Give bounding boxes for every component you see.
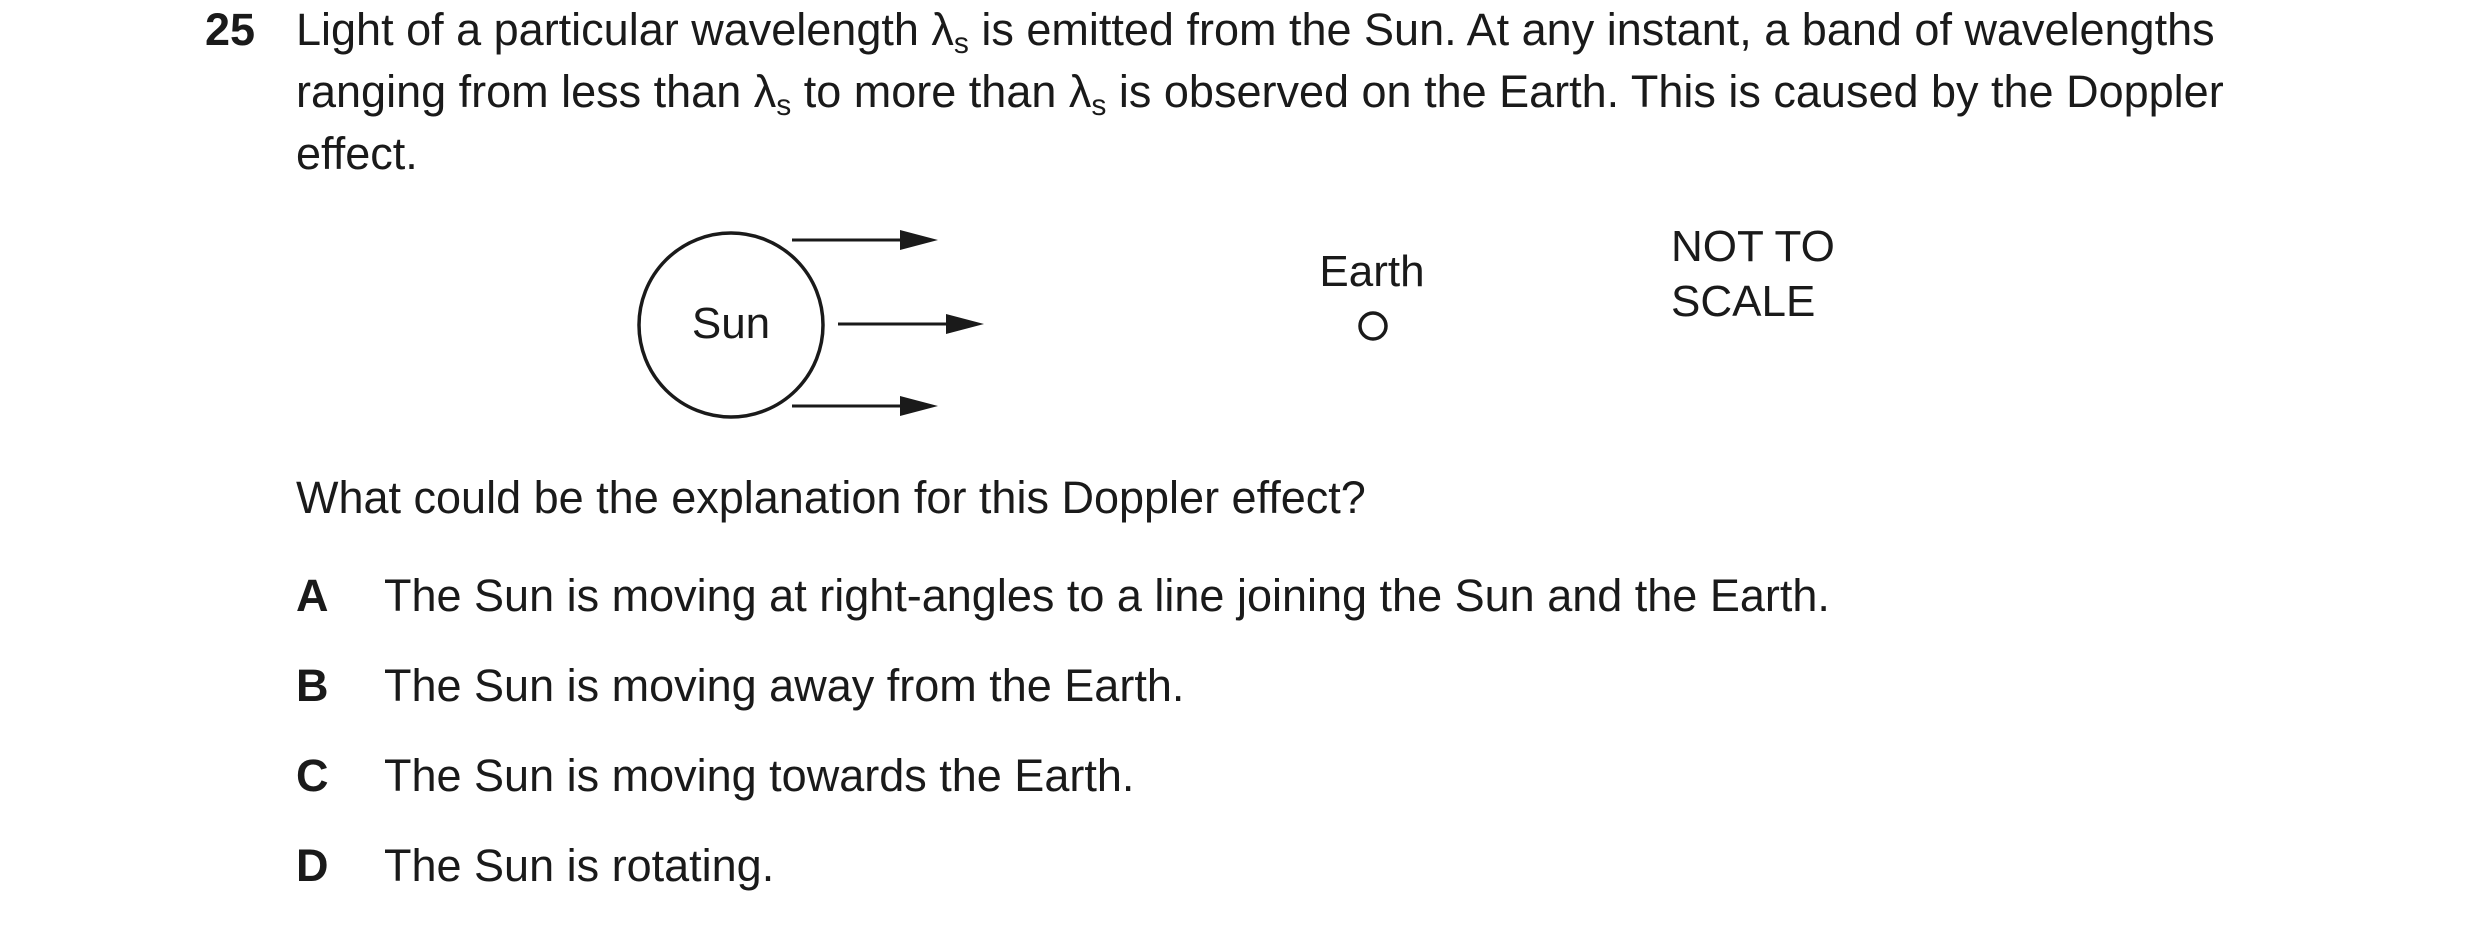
question-number: 25 — [205, 4, 256, 55]
stem-line-3: effect. — [296, 128, 418, 179]
earth-label: Earth — [1319, 247, 1425, 296]
lambda-subscript: s — [1091, 89, 1107, 122]
option-b[interactable] — [296, 658, 1184, 714]
option-text: The Sun is moving at right-angles to a line joining the Sun and the Earth. — [384, 570, 1830, 621]
lambda-subscript: s — [953, 27, 969, 60]
question-prompt: What could be the explanation for this Doppler effect? — [296, 472, 1366, 523]
lambda-subscript: s — [776, 89, 792, 122]
option-letter: B — [296, 660, 329, 711]
stem-text: is emitted from the Sun. At any instant, a band of wavelengths — [968, 4, 2215, 55]
lambda-glyph: λ — [753, 66, 777, 117]
earth-circle — [1360, 313, 1386, 339]
option-a[interactable] — [296, 568, 1830, 624]
radiation-arrow — [838, 314, 984, 334]
option-text: The Sun is rotating. — [384, 840, 775, 891]
radiation-arrow — [792, 230, 938, 250]
option-c[interactable] — [296, 748, 1134, 804]
option-letter: D — [296, 840, 329, 891]
sun-label: Sun — [691, 299, 771, 348]
option-d[interactable] — [296, 838, 774, 894]
option-letter: A — [296, 570, 329, 621]
sun-earth-diagram — [0, 0, 2480, 460]
lambda-glyph: λ — [931, 4, 954, 55]
stem-text: Light of a particular wavelength — [296, 4, 932, 55]
not-to-scale-line-1: NOT TO — [1671, 222, 1835, 271]
stem-text: ranging from less than — [296, 66, 754, 117]
option-text: The Sun is moving away from the Earth. — [384, 660, 1185, 711]
option-text: The Sun is moving towards the Earth. — [384, 750, 1135, 801]
radiation-arrow — [792, 396, 938, 416]
option-letter: C — [296, 750, 329, 801]
stem-text: to more than — [791, 66, 1069, 117]
not-to-scale-line-2: SCALE — [1671, 277, 1816, 326]
lambda-glyph: λ — [1068, 66, 1092, 117]
stem-text: is observed on the Earth. This is caused by the Doppler — [1106, 66, 2224, 117]
